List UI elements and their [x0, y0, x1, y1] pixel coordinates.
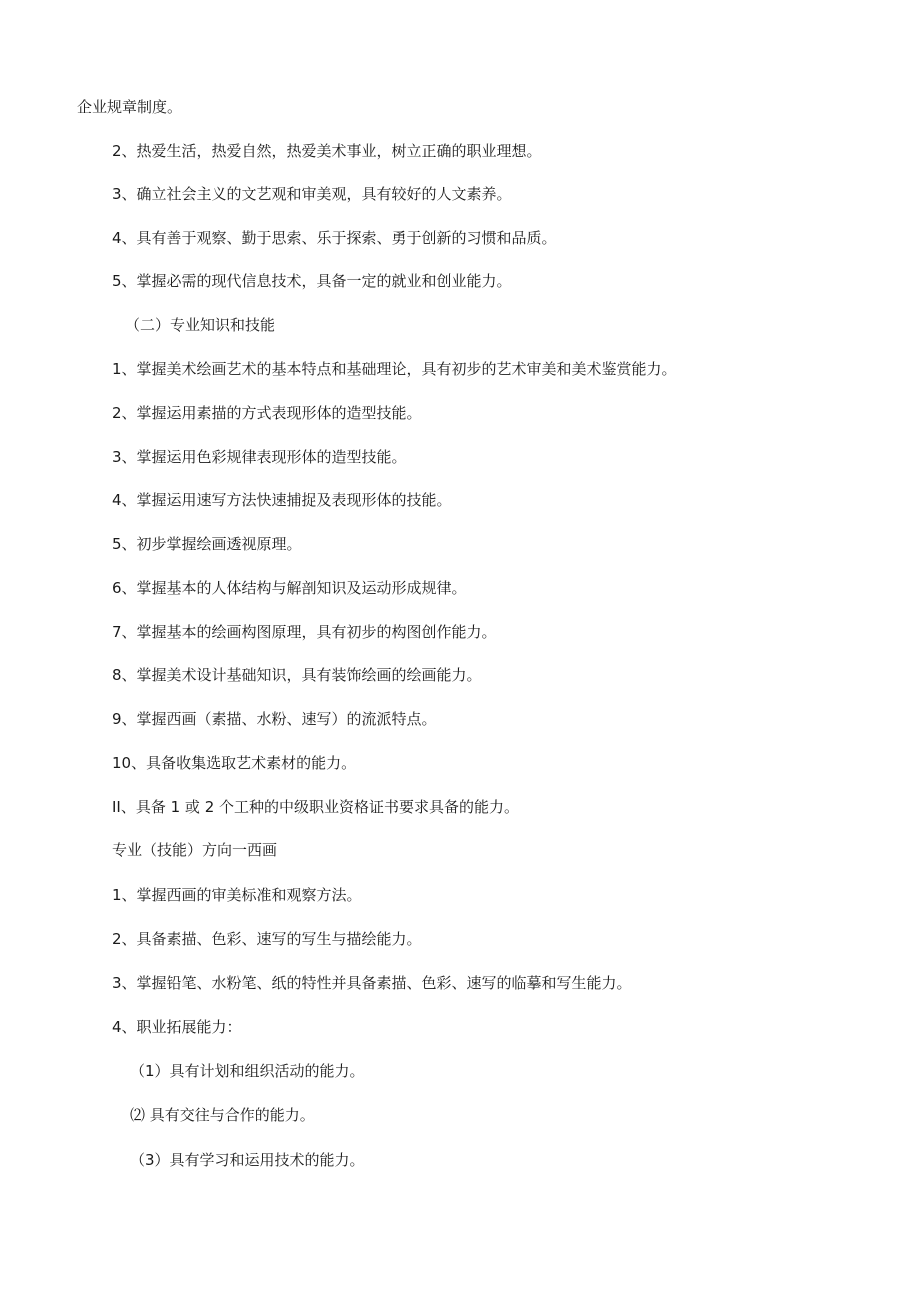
text-line: 2、掌握运用素描的方式表现形体的造型技能。	[112, 404, 422, 422]
text-line: 1、掌握美术绘画艺术的基本特点和基础理论，具有初步的艺术审美和美术鉴赏能力。	[112, 360, 677, 378]
text-line: （1）具有计划和组织活动的能力。	[130, 1062, 365, 1080]
text-line: 5、掌握必需的现代信息技术，具备一定的就业和创业能力。	[112, 272, 512, 290]
text-line: 1、掌握西画的审美标准和观察方法。	[112, 886, 362, 904]
text-line: 8、掌握美术设计基础知识，具有装饰绘画的绘画能力。	[112, 666, 482, 684]
text-line: ⑵ 具有交往与合作的能力。	[130, 1106, 315, 1124]
text-line: 5、初步掌握绘画透视原理。	[112, 535, 302, 553]
text-line: II、具备 1 或 2 个工种的中级职业资格证书要求具备的能力。	[112, 798, 520, 816]
text-line: 6、掌握基本的人体结构与解剖知识及运动形成规律。	[112, 579, 467, 597]
text-line: 4、具有善于观察、勤于思索、乐于探索、勇于创新的习惯和品质。	[112, 229, 557, 247]
text-line: 4、掌握运用速写方法快速捕捉及表现形体的技能。	[112, 491, 452, 509]
text-line: 2、热爱生活，热爱自然，热爱美术事业，树立正确的职业理想。	[112, 142, 542, 160]
text-line: 3、掌握铅笔、水粉笔、纸的特性并具备素描、色彩、速写的临摹和写生能力。	[112, 974, 632, 992]
text-line: 2、具备素描、色彩、速写的写生与描绘能力。	[112, 930, 422, 948]
text-line: 企业规章制度。	[77, 98, 183, 116]
text-line: 3、确立社会主义的文艺观和审美观，具有较好的人文素养。	[112, 185, 512, 203]
text-line: 9、掌握西画（素描、水粉、速写）的流派特点。	[112, 710, 437, 728]
section-heading: （二）专业知识和技能	[125, 316, 276, 334]
text-line: 3、掌握运用色彩规律表现形体的造型技能。	[112, 448, 407, 466]
text-line: 7、掌握基本的绘画构图原理，具有初步的构图创作能力。	[112, 623, 497, 641]
text-line: 4、职业拓展能力：	[112, 1018, 242, 1036]
text-line: 10、具备收集选取艺术素材的能力。	[112, 754, 357, 772]
text-line: （3）具有学习和运用技术的能力。	[130, 1151, 365, 1169]
section-heading: 专业（技能）方向一西画	[112, 841, 278, 859]
